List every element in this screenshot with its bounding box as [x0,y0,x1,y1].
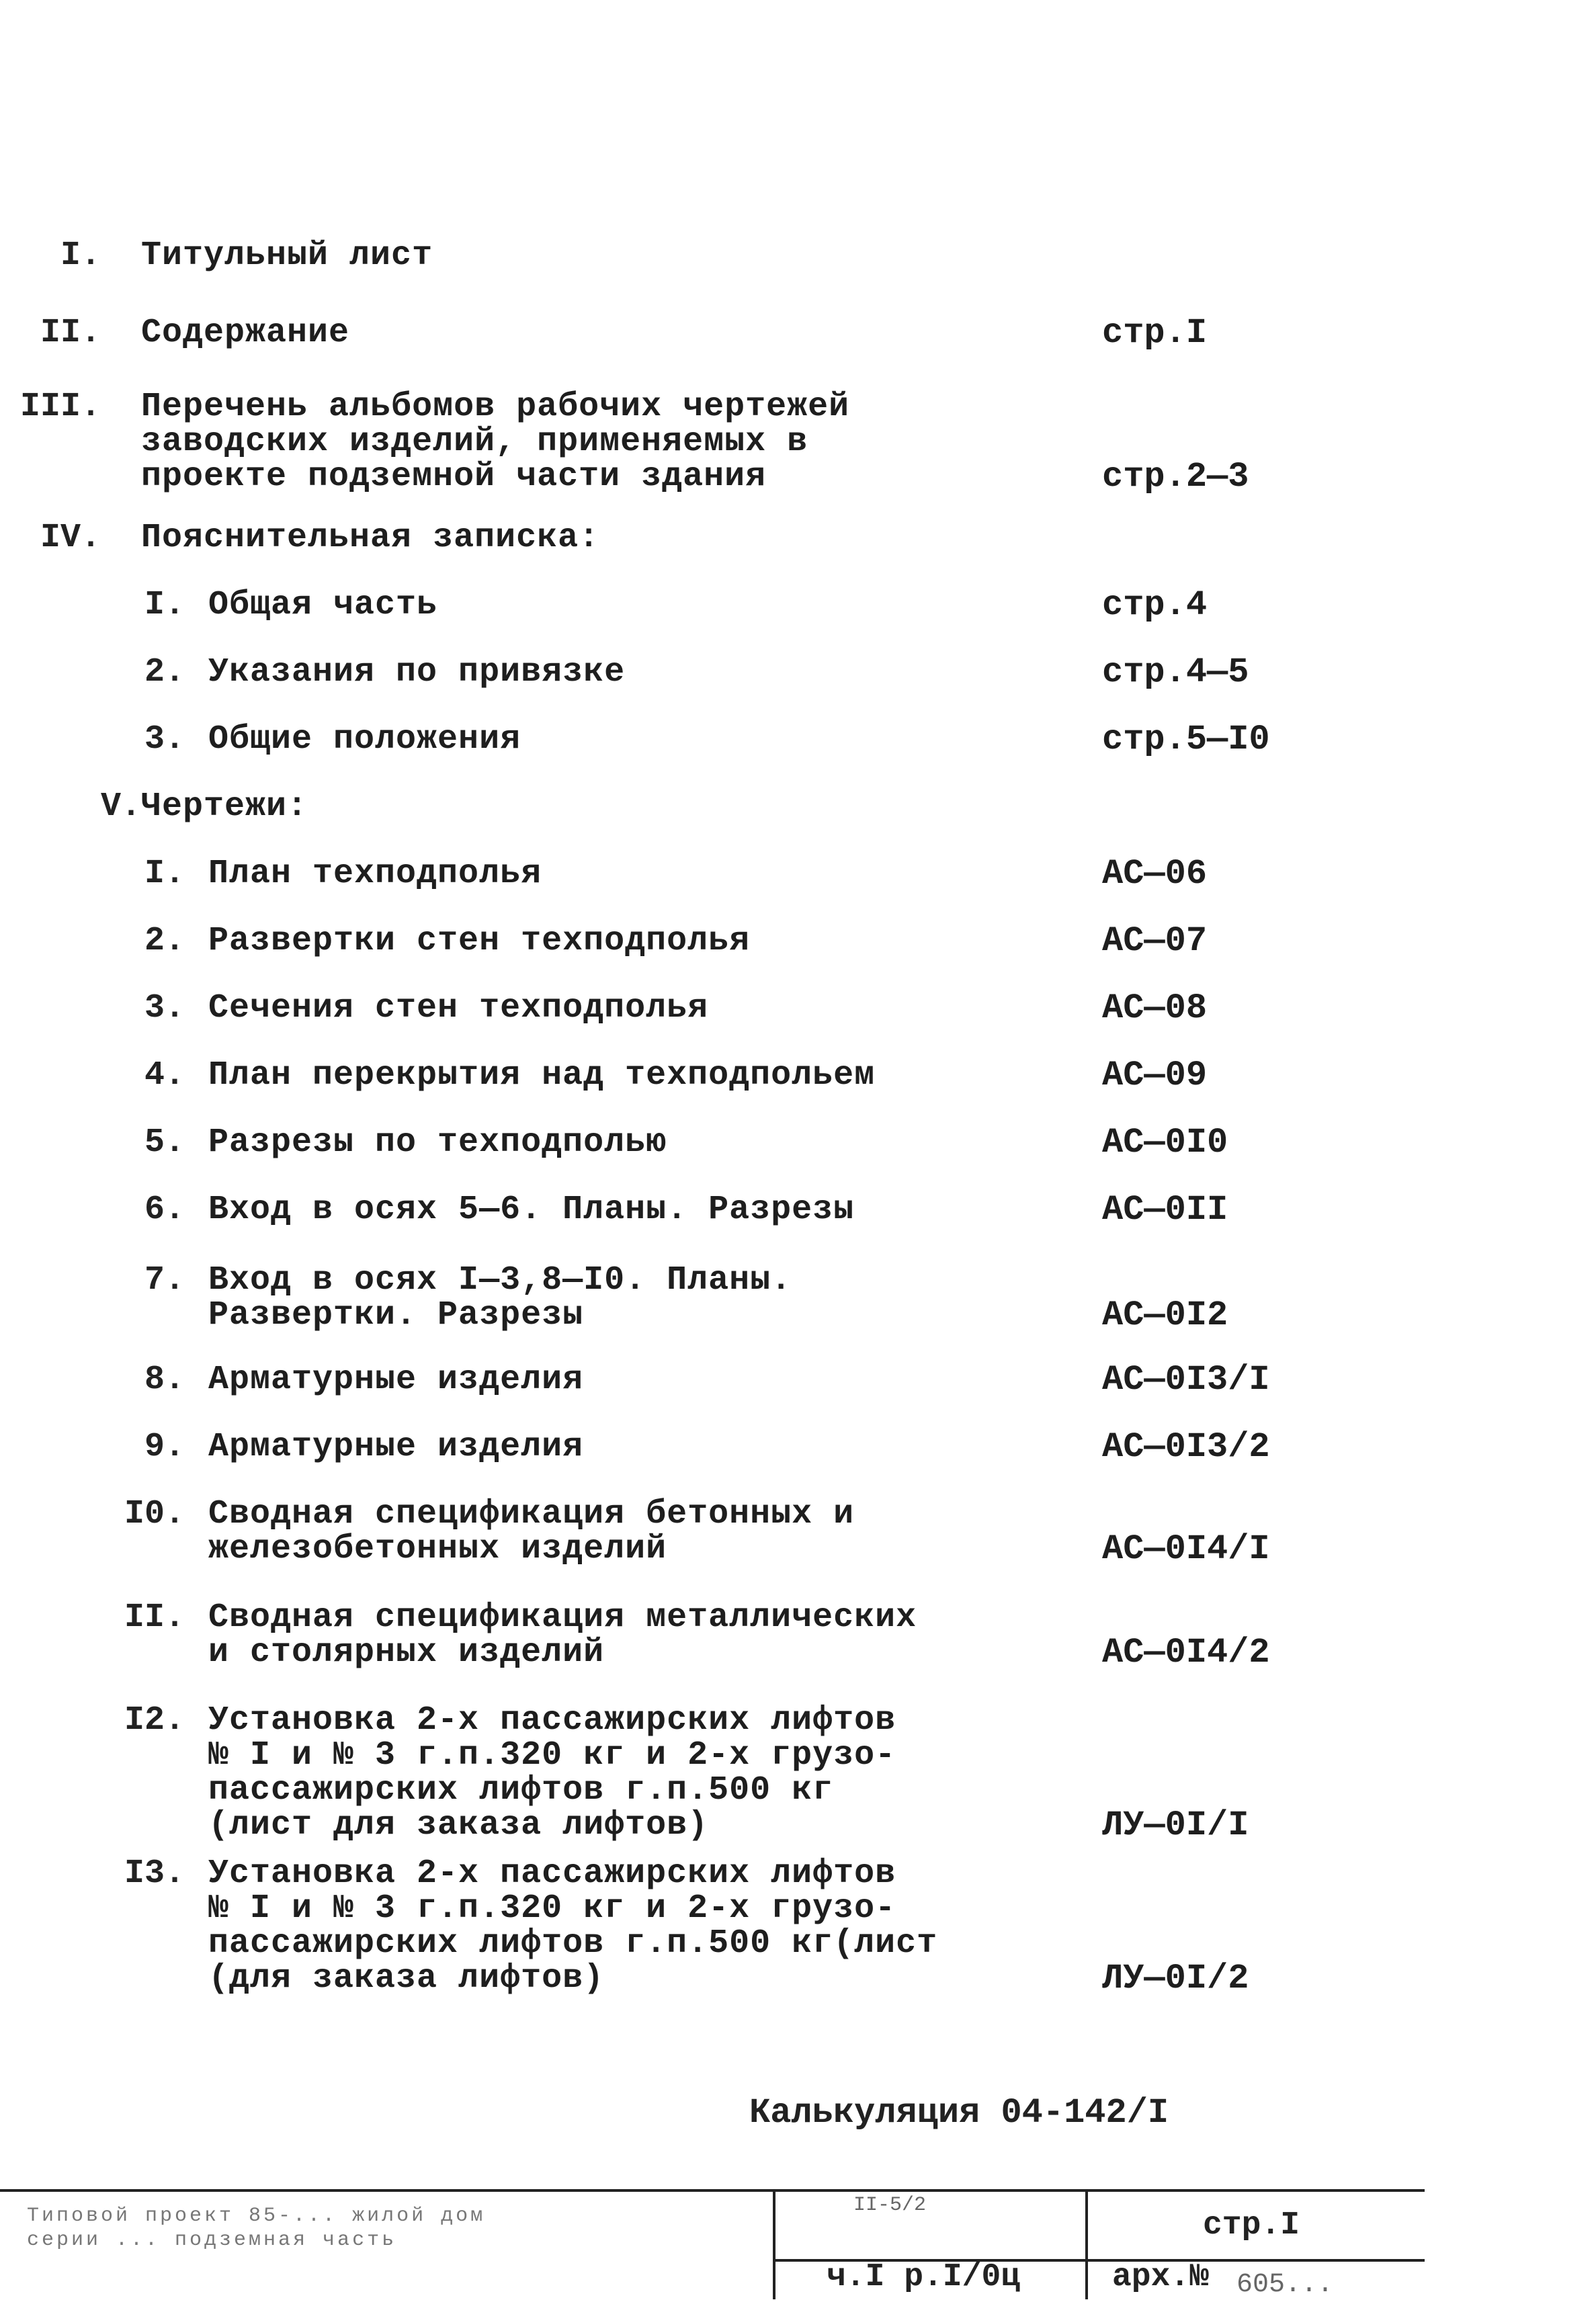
toc-entry-number: III. [19,388,101,426]
toc-entry-page-ref: стр.4 [1102,585,1208,625]
toc-entry-number: I. [144,855,185,893]
toc-entry-number: I. [60,237,101,275]
toc-entry-page-ref: АС—09 [1102,1056,1208,1095]
toc-entry-page-ref: АС—0I2 [1102,1295,1228,1335]
toc-entry-number: 6. [144,1191,185,1229]
toc-entry-number: II. [40,314,101,352]
toc-entry-text: № I и № 3 г.п.320 кг и 2-х грузо- [208,1736,896,1775]
stamp-archive-number: 605... [1236,2270,1334,2300]
toc-entry-number: 3. [144,720,185,759]
toc-entry-page-ref: АС—0I3/2 [1102,1427,1270,1467]
toc-entry-page-ref: АС—0I4/I [1102,1529,1270,1569]
toc-entry-text: Установка 2-х пассажирских лифтов [208,1855,896,1893]
toc-entry-text: Вход в осях I—3,8—I0. Планы. [208,1261,792,1300]
toc-entry-text: Указания по привязке [208,653,626,691]
toc-entry-number: V. [100,787,141,826]
toc-entry-text: (лист для заказа лифтов) [208,1806,709,1844]
toc-entry-text: План перекрытия над техподпольем [208,1056,876,1095]
calculation-reference: Калькуляция 04-142/I [749,2093,1169,2133]
toc-entry-page-ref: ЛУ—0I/2 [1102,1959,1249,1998]
toc-entry-number: IV. [40,519,101,557]
toc-entry-number: II. [124,1599,185,1637]
stamp-section-code: ч.I р.I/0ц [827,2259,1021,2295]
toc-entry-number: 2. [144,922,185,960]
toc-entry-page-ref: АС—06 [1102,854,1208,894]
toc-entry-page-ref: АС—0II [1102,1190,1228,1230]
toc-entry-text: Сечения стен техподполья [208,989,709,1027]
toc-entry-text: пассажирских лифтов г.п.500 кг [208,1771,834,1809]
toc-entry-text: Арматурные изделия [208,1428,584,1466]
stamp-divider-1 [773,2189,775,2299]
toc-entry-text: Вход в осях 5—6. Планы. Разрезы [208,1191,855,1229]
toc-entry-number: 3. [144,989,185,1027]
toc-entry-text: План техподполья [208,855,542,893]
toc-entry-text: заводских изделий, применяемых в [141,423,808,461]
toc-entry-text: Развертки стен техподполья [208,922,751,960]
toc-entry-text: Развертки. Разрезы [208,1296,584,1334]
toc-entry-number: I. [144,586,185,624]
toc-entry-number: 2. [144,653,185,691]
toc-entry-number: 7. [144,1261,185,1300]
toc-entry-number: 9. [144,1428,185,1466]
toc-entry-text: Общие положения [208,720,521,759]
toc-entry-text: Перечень альбомов рабочих чертежей [141,388,850,426]
toc-entry-text: железобетонных изделий [208,1530,667,1568]
toc-entry-text: Общая часть [208,586,438,624]
toc-entry-page-ref: АС—07 [1102,921,1208,961]
toc-entry-text: Разрезы по техподполью [208,1123,667,1162]
toc-entry-text: Установка 2-х пассажирских лифтов [208,1701,896,1740]
toc-entry-page-ref: АС—0I4/2 [1102,1633,1270,1672]
toc-entry-number: I2. [124,1701,185,1740]
toc-entry-page-ref: стр.2—3 [1102,457,1249,497]
stamp-series-code: II-5/2 [853,2194,927,2217]
toc-entry-number: I3. [124,1855,185,1893]
stamp-archive-label: арх.№ [1112,2259,1210,2295]
stamp-page-number: стр.I [1203,2207,1300,2244]
toc-entry-page-ref: стр.I [1102,313,1208,353]
stamp-divider-2 [1085,2189,1088,2299]
toc-entry-page-ref: стр.4—5 [1102,652,1249,692]
stamp-project-text: Типовой проект 85-... жилой дом серии ... подземная часть [27,2205,486,2252]
toc-entry-text: Арматурные изделия [208,1361,584,1399]
toc-entry-text: (для заказа лифтов) [208,1959,605,1998]
toc-entry-text: Пояснительная записка: [141,519,600,557]
toc-entry-text: Содержание [141,314,350,352]
toc-entry-text: Чертежи: [141,787,308,826]
toc-entry-page-ref: стр.5—I0 [1102,720,1270,759]
toc-entry-page-ref: АС—08 [1102,988,1208,1028]
toc-entry-text: и столярных изделий [208,1633,605,1672]
toc-entry-number: 8. [144,1361,185,1399]
toc-entry-number: 4. [144,1056,185,1095]
toc-entry-text: Сводная спецификация металлических [208,1599,917,1637]
toc-entry-text: Титульный лист [141,237,433,275]
toc-entry-page-ref: АС—0I0 [1102,1123,1228,1162]
stamp-top-line [0,2189,1425,2192]
toc-entry-text: № I и № 3 г.п.320 кг и 2-х грузо- [208,1889,896,1928]
toc-entry-text: проекте подземной части здания [141,458,767,496]
toc-entry-text: Сводная спецификация бетонных и [208,1495,855,1533]
toc-entry-number: 5. [144,1123,185,1162]
toc-entry-text: пассажирских лифтов г.п.500 кг(лист [208,1924,938,1963]
toc-entry-page-ref: АС—0I3/I [1102,1360,1270,1400]
toc-entry-page-ref: ЛУ—0I/I [1102,1805,1249,1845]
toc-entry-number: I0. [124,1495,185,1533]
